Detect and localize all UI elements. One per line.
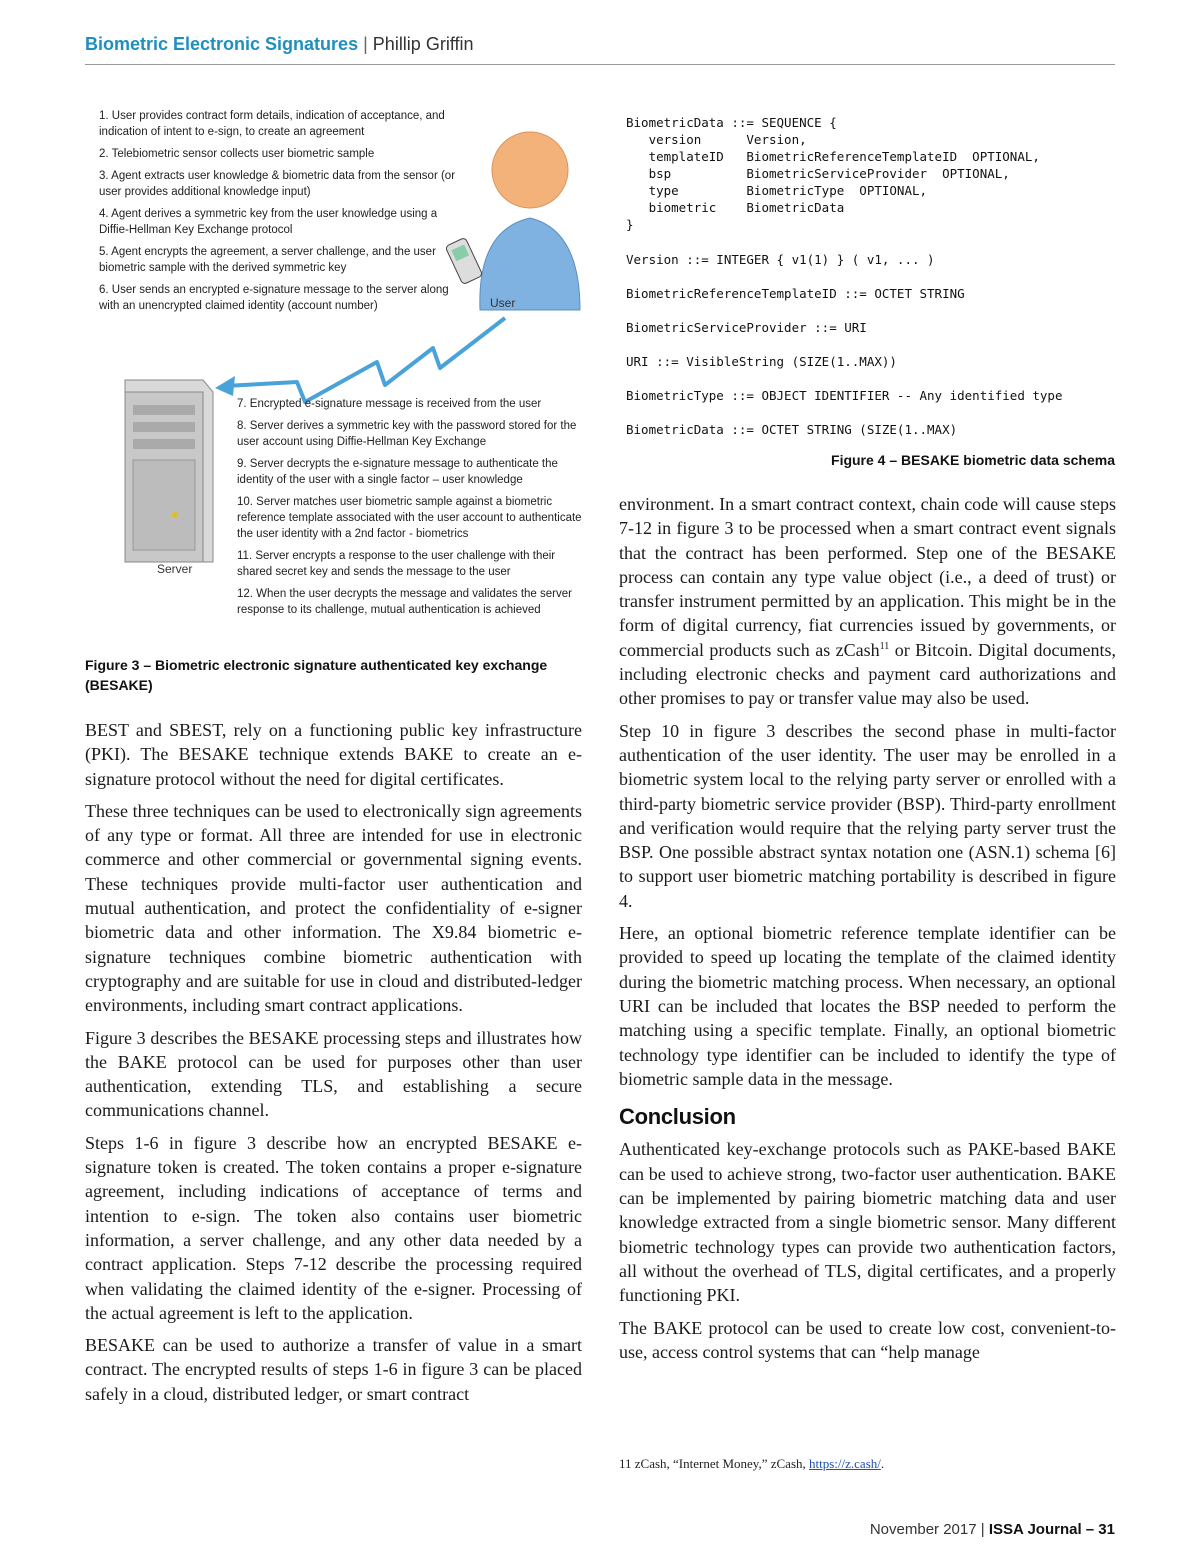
footnote-link[interactable]: https://z.cash/ (809, 1456, 881, 1471)
figure-4-caption: Figure 4 – BESAKE biometric data schema (831, 452, 1115, 468)
paragraph: Here, an optional biometric reference template identifier can be provided to speed up locating the template of the claimed identity during the biometric matching process. When necessary, an optional URI can be included that locates the BSP needed to perform the matching using a specific template. Finally, an optional biometric technology type identifier can be included to identify the type of biometric sample data in the message. (619, 923, 1116, 1089)
schema-def: BiometricServiceProvider ::= URI (626, 320, 867, 335)
header-title: Biometric Electronic Signatures (85, 34, 359, 54)
figure-4-schema (626, 114, 1126, 447)
transmission-arrow (225, 318, 505, 402)
server-label: Server (157, 562, 193, 576)
footer-separator: | (980, 1521, 985, 1538)
step-9: 9. Server decrypts the e-signature message to authenticate the identity of the user with a single factor – user knowledge (237, 458, 558, 486)
header-author: Phillip Griffin (372, 34, 474, 54)
user-label: User (490, 296, 516, 310)
user-steps (99, 108, 459, 320)
header-rule (85, 64, 1115, 65)
footnote-end: . (880, 1456, 885, 1471)
footer-date: November 2017 (869, 1521, 977, 1538)
body-column-right (619, 492, 1116, 1372)
server-icon (125, 380, 213, 562)
figure-3 (85, 100, 595, 650)
footnote (619, 1456, 1116, 1472)
schema-def: BiometricType ::= OBJECT IDENTIFIER -- Any identified type (626, 388, 1063, 403)
step-3: 3. Agent extracts user knowledge & biometric data from the sensor (or user provides additional knowledge input) (99, 170, 456, 198)
body-column-left (85, 718, 582, 1414)
step-7: 7. Encrypted e-signature message is received from the user (237, 398, 542, 410)
paragraph: Figure 3 describes the BESAKE processing steps and illustrates how the BAKE protocol can be used for purposes other than user authentication, extending TLS, and establishing a secure communications channel. (85, 1027, 582, 1121)
step-12: 12. When the user decrypts the message and validates the server response to its challenge, mutual authentication is achieved (237, 588, 572, 616)
paragraph: Steps 1-6 in figure 3 describe how an encrypted BESAKE e-signature token is created. The token contains a proper e-signature agreement, including indications of acceptance of terms and intention to e-sign. The token also contains user biometric information, a server challenge, and any other data needed by a contract application. Steps 7-12 describe the processing required when validating the claimed identity of the e-signer. Processing of the actual agreement is left to the application. (85, 1132, 582, 1323)
figure-3-caption: Figure 3 – Biometric electronic signature authenticated key exchange (BESAKE) (85, 657, 548, 693)
step-6: 6. User sends an encrypted e-signature message to the server along with an unencrypted claimed identity (account number) (99, 284, 449, 312)
step-1: 1. User provides contract form details, indication of acceptance, and indication of intent to e-sign, to create an agreement (99, 110, 445, 138)
schema-def: BiometricData ::= OCTET STRING (SIZE(1..MAX) (626, 422, 958, 437)
paragraph: BESAKE can be used to authorize a transfer of value in a smart contract. The encrypted results of steps 1-6 in figure 3 can be placed safely in a cloud, distributed ledger, or smart contract (85, 1335, 582, 1404)
paragraph-text: or Bitcoin. Digital documents, including electronic checks and payment card authorizations and other promises to pay or transfer value may also be used. (619, 639, 1116, 709)
arrowhead (215, 376, 235, 396)
running-header (85, 34, 474, 55)
user-head (492, 132, 568, 208)
schema-sequence: BiometricData ::= SEQUENCE { version Version, templateID BiometricReferenceTemplateID OPTIONAL, bsp BiometricServiceProvider OPTIONAL, type BiometricType OPTIONAL, biometric BiometricData } (626, 115, 1040, 232)
paragraph-text: environment. In a smart contract context, chain code will cause steps 7-12 in figure 3 to be processed when a smart contract event signals that the contract has been performed. Step one of the BESAKE process can contain any type value object (i.e., a deed of trust) or transfer instrument permitted by an application. This might be in the form of digital currency, fiat currencies issued by governments, or commercial products such as zCash (619, 494, 1116, 660)
schema-def: BiometricReferenceTemplateID ::= OCTET STRING (626, 286, 965, 301)
step-11: 11. Server encrypts a response to the user challenge with their shared secret key and sends the message to the user (237, 550, 556, 578)
step-5: 5. Agent encrypts the agreement, a server challenge, and the user biometric sample with the derived symmetric key (99, 246, 436, 274)
page-footer (870, 1521, 1115, 1538)
server-steps (237, 396, 592, 624)
step-2: 2. Telebiometric sensor collects user biometric sample (99, 148, 375, 160)
paragraph: The BAKE protocol can be used to create low cost, convenient-to-use, access control systems that can “help manage (619, 1317, 1116, 1362)
paragraph (619, 492, 1116, 711)
schema-def: URI ::= VisibleString (SIZE(1..MAX)) (626, 354, 897, 369)
paragraph: Step 10 in figure 3 describes the second phase in multi-factor authentication of the user identity. The user may be enrolled in a biometric system local to the relying party server or enrolled with a third-party biometric service provider (BSP). Third-party enrollment and verification would require that the relying party server trust the BSP. One possible abstract syntax notation one (ASN.1) schema [6] to support user biometric matching portability is described in figure 4. (619, 720, 1116, 911)
step-8: 8. Server derives a symmetric key with the password stored for the user account using Diffie-Hellman Key Exchange (237, 420, 577, 448)
footnote-text: 11 zCash, “Internet Money,” zCash, (619, 1456, 810, 1471)
paragraph: Authenticated key-exchange protocols such as PAKE-based BAKE can be used to achieve strong, two-factor user authentication. BAKE can be implemented by pairing biometric matching data and user knowledge extracted from a single biometric sensor. Many different biometric technology types can provide two authentication factors, all without the overhead of TLS, digital certificates, and a properly functioning PKI. (619, 1139, 1116, 1306)
paragraph: These three techniques can be used to electronically sign agreements of any type or format. All three are intended for use in electronic commerce and other commercial or governmental signing events. These techniques provide multi-factor user authentication and mutual authentication, and protect the confidentiality of e-signer biometric data and other information. The X9.84 biometric e-signature techniques combine biometric authentication with cryptography and are suitable for use in cloud and distributed-ledger environments, including smart contract applications. (85, 800, 582, 1016)
header-separator: | (363, 34, 368, 54)
step-10: 10. Server matches user biometric sample against a biometric reference template associated with the user account to authenticate the user identity with a 2nd factor - biometrics (237, 496, 582, 540)
paragraph: BEST and SBEST, rely on a functioning public key infrastructure (PKI). The BESAKE technique extends BAKE to create an e-signature protocol without the need for digital certificates. (85, 720, 582, 789)
section-heading: Conclusion (619, 1104, 736, 1130)
footnote-ref[interactable]: 11 (879, 640, 890, 652)
step-4: 4. Agent derives a symmetric key from the user knowledge using a Diffie-Hellman Key Exchange protocol (99, 208, 438, 236)
schema-def: Version ::= INTEGER { v1(1) } ( v1, ... ) (626, 252, 935, 267)
footer-journal: ISSA Journal – 31 (988, 1521, 1115, 1538)
